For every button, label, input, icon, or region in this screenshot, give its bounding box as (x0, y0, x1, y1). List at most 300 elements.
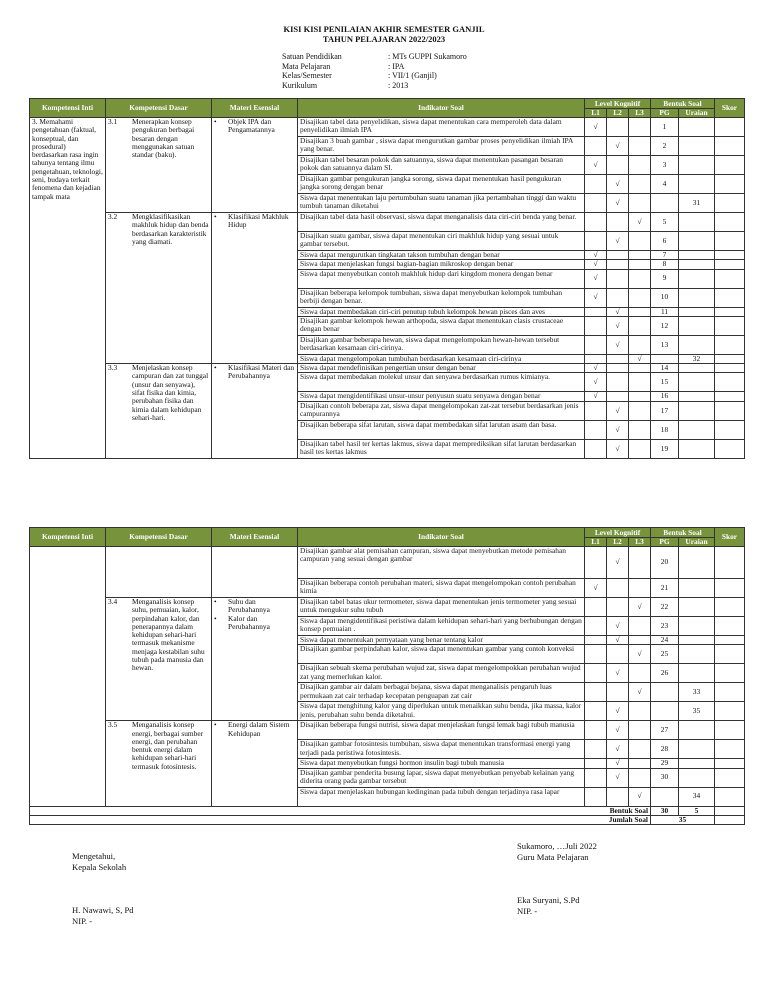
table-row (30, 213, 745, 232)
pg-number-cell: 25 (651, 645, 679, 664)
header-level: Level Kognitif (585, 528, 651, 538)
level-l2-cell (607, 118, 629, 137)
indikator-cell: Siswa dapat mengelompokan tumbuhan berdasarkan kesamaan ciri-cirinya (298, 354, 585, 363)
header-indikator: Indikator Soal (298, 99, 585, 118)
bullet-icon: • (214, 597, 217, 606)
skor-cell (715, 420, 745, 439)
level-l2-cell: √ (607, 547, 629, 579)
level-l3-cell (629, 118, 651, 137)
level-l2-cell (607, 156, 629, 175)
level-l3-cell (629, 636, 651, 645)
kd-number: 3.2 (108, 212, 118, 221)
identity-value: : IPA (388, 61, 405, 71)
indikator-cell: Disajikan tabel data penyelidikan, siswa dapat menentukan cara memperoleh data dalam penyelidikan ilmiah IPA (298, 118, 585, 137)
indikator-cell: Siswa dapat menghitung kalor yang diperlukan untuk menaikkan suhu benda, jika massa, kalor jenis, perubahan suhu benda diketahui. (298, 702, 585, 721)
level-l2-cell: √ (607, 664, 629, 683)
skor-cell (715, 683, 745, 702)
level-l2-cell (607, 213, 629, 232)
materi-cell (212, 364, 298, 459)
bullet-icon: • (214, 363, 217, 373)
materi-cell (212, 213, 298, 364)
indikator-cell: Disajikan gambar alat pemisahan campuran, siswa dapat menyebutkan metode pemisahan campuran yang sesuai dengan gambar (298, 547, 585, 579)
uraian-number-cell (679, 118, 715, 137)
identity-row (282, 62, 467, 72)
bullet-icon: • (214, 117, 217, 126)
kd-cell (106, 364, 212, 459)
identity-key: Kelas/Semester (282, 71, 332, 81)
jumlah-total: 35 (651, 815, 715, 824)
pg-number-cell (651, 683, 679, 702)
skor-cell (715, 617, 745, 636)
kd-cell (106, 547, 212, 598)
materi-text: Klasifikasi Materi dan Perubahannya (228, 363, 295, 381)
level-l1-cell: √ (585, 251, 607, 260)
skor-cell (715, 664, 745, 683)
uraian-number-cell (679, 439, 715, 458)
indikator-cell: Disajikan gambar air dalam berbagai bejana, siswa dapat menganalisis pengaruh luas permukaan zat cair terhadap kecepatan penguapan zat cair (298, 683, 585, 702)
identity-row (282, 52, 467, 62)
level-l1-cell (585, 307, 607, 316)
kd-cell (106, 118, 212, 213)
skor-cell (715, 335, 745, 354)
kisi-table-page-2 (29, 527, 745, 825)
indikator-cell: Siswa dapat menjelaskan hubungan kedinginan pada tubuh dengan terjadinya rasa lapar (298, 787, 585, 806)
level-l3-cell (629, 194, 651, 213)
level-l3-cell (629, 373, 651, 392)
uraian-number-cell (679, 137, 715, 156)
level-l3-cell (629, 439, 651, 458)
level-l3-cell (629, 420, 651, 439)
kd-cell (106, 598, 212, 721)
materi-text: Suhu dan Perubahannya (228, 597, 270, 615)
materi-item (214, 364, 295, 381)
level-l3-cell (629, 392, 651, 401)
signature-right (517, 841, 597, 917)
level-l3-cell (629, 547, 651, 579)
skor-cell (715, 547, 745, 579)
indikator-cell: Disajikan 3 buah gambar , siswa dapat mengurutkan gambar proses penyelidikan ilmiah IPA yang benar. (298, 137, 585, 156)
indikator-cell: Disajikan beberapa contoh perubahan materi, siswa dapat mengelompokan contoh perubahan kimia (298, 579, 585, 598)
indikator-cell: Disajikan suatu gambar, siswa dapat menentukan ciri makhluk hidup yang sesuai untuk gambar tersebut. (298, 232, 585, 251)
identity-value: : VII/1 (Ganjil) (388, 71, 437, 81)
skor-cell (715, 768, 745, 787)
skor-cell (715, 137, 745, 156)
total-jumlah-row (30, 815, 745, 824)
kd-cell (106, 721, 212, 806)
indikator-cell: Siswa dapat menentukan laju pertumbuhan suatu tanaman jika pertambahan tinggi dan waktu tumbuh tanaman diketahui (298, 194, 585, 213)
kd-number: 3.5 (108, 720, 118, 730)
kd-cell (106, 213, 212, 364)
skor-cell (715, 392, 745, 401)
level-l2-cell (607, 645, 629, 664)
teacher-name: Eka Suryani, S.Pd (517, 895, 580, 905)
level-l3-cell (629, 401, 651, 420)
level-l1-cell (585, 194, 607, 213)
place-date: Sukamoro, …Juli 2022 (517, 841, 597, 851)
indikator-cell: Disajikan gambar penderita busung lapar, siswa dapat menyebutkan penyebab kelainan yang diderita orang pada gambar tersebut (298, 768, 585, 787)
pg-number-cell: 10 (651, 288, 679, 307)
ki-cell: 3. Memahami pengetahuan (faktual, konseptual, dan prosedural) berdasarkan rasa ingin tahunya tentang ilmu pengetahuan, teknologi, seni, budaya terkait fenomena dan kejadian tampak mata (30, 118, 106, 459)
indikator-cell: Disajikan contoh beberapa zat, siswa dapat mengelompokan zat-zat tersebut berdasarkan jenis campurannya (298, 401, 585, 420)
level-l1-cell (585, 636, 607, 645)
kd-number: 3.1 (108, 117, 118, 126)
header-bentuk: Bentuk Soal (651, 99, 715, 109)
level-l3-cell: √ (629, 683, 651, 702)
uraian-number-cell (679, 156, 715, 175)
materi-item (214, 598, 295, 615)
skor-cell (715, 288, 745, 307)
level-l1-cell (585, 439, 607, 458)
level-l2-cell: √ (607, 420, 629, 439)
header-level: Level Kognitif (585, 99, 651, 109)
kepala-sekolah-label: Kepala Sekolah (72, 862, 127, 872)
level-l3-cell (629, 617, 651, 636)
level-l2-cell: √ (607, 439, 629, 458)
uraian-number-cell (679, 373, 715, 392)
materi-item (214, 721, 295, 738)
kisi-table-page-1 (29, 98, 745, 459)
identity-key: Kurikulum (282, 80, 318, 90)
skor-cell (715, 316, 745, 335)
skor-cell (715, 364, 745, 373)
level-l1-cell (585, 768, 607, 787)
uraian-number-cell (679, 260, 715, 269)
identity-row (282, 81, 467, 91)
level-l3-cell (629, 364, 651, 373)
indikator-cell: Disajikan beberapa fungsi nutrisi, siswa dapat menjelaskan fungsi lemak bagi tubuh manusia (298, 721, 585, 740)
skor-cell (715, 740, 745, 759)
pg-number-cell: 15 (651, 373, 679, 392)
uraian-number-cell (679, 579, 715, 598)
skor-cell (715, 118, 745, 137)
uraian-number-cell (679, 288, 715, 307)
level-l1-cell (585, 175, 607, 194)
skor-cell (715, 269, 745, 288)
materi-item (214, 118, 295, 135)
skor-cell (715, 260, 745, 269)
indikator-cell: Siswa dapat mengidentifikasi peristiwa dalam kehidupan sehari-hari yang berhubungan dengan konsep pemuaian . (298, 617, 585, 636)
pg-number-cell (651, 194, 679, 213)
uraian-number-cell (679, 420, 715, 439)
kd-text: Mengklasifikasikan makhluk hidup dan benda berdasarkan karakteristik yang diamati. (132, 212, 209, 246)
indikator-cell: Disajikan gambar fotosintesis tumbuhan, siswa dapat menentukan transformasi energi yang terjadi pada peristiwa fotosintesis. (298, 740, 585, 759)
header-pg: PG (651, 538, 679, 547)
level-l1-cell: √ (585, 156, 607, 175)
level-l2-cell: √ (607, 721, 629, 740)
kd-number: 3.4 (108, 597, 118, 606)
header-l3: L3 (629, 109, 651, 118)
pg-number-cell: 16 (651, 392, 679, 401)
jumlah-soal-label: Jumlah Soal (30, 815, 651, 824)
pg-number-cell: 19 (651, 439, 679, 458)
level-l3-cell (629, 269, 651, 288)
kd-content (108, 364, 209, 422)
level-l1-cell: √ (585, 260, 607, 269)
uraian-number-cell: 34 (679, 787, 715, 806)
identity-value: : 2013 (388, 80, 409, 90)
pg-number-cell (651, 787, 679, 806)
indikator-cell: Siswa dapat menyebutkan contoh makhluk hidup dari kingdom monera dengan benar (298, 269, 585, 288)
header-skor: Skor (715, 528, 745, 547)
level-l3-cell (629, 288, 651, 307)
header-l2: L2 (607, 109, 629, 118)
uraian-number-cell (679, 335, 715, 354)
pg-number-cell: 29 (651, 759, 679, 768)
uraian-total: 5 (679, 806, 715, 815)
indikator-cell: Disajikan tabel besaran pokok dan satuannya, siswa dapat menentukan pasangan besaran pokok dan satuannya dalam SI. (298, 156, 585, 175)
header-materi: Materi Esensial (212, 99, 298, 118)
level-l2-cell: √ (607, 617, 629, 636)
headmaster-name: H. Nawawi, S, Pd (72, 905, 134, 915)
uraian-number-cell: 31 (679, 194, 715, 213)
pg-number-cell: 20 (651, 547, 679, 579)
level-l3-cell: √ (629, 787, 651, 806)
level-l3-cell: √ (629, 598, 651, 617)
pg-number-cell: 3 (651, 156, 679, 175)
level-l2-cell: √ (607, 740, 629, 759)
pg-number-cell: 23 (651, 617, 679, 636)
identity-row (282, 71, 467, 81)
identity-key: Satuan Pendidikan (282, 52, 342, 61)
skor-cell (715, 307, 745, 316)
level-l3-cell (629, 768, 651, 787)
level-l2-cell: √ (607, 401, 629, 420)
uraian-number-cell (679, 636, 715, 645)
indikator-cell: Disajikan tabel data hasil observasi, siswa dapat menganalisis data ciri-ciri benda yang benar. (298, 213, 585, 232)
level-l2-cell (607, 269, 629, 288)
kd-content (108, 213, 209, 246)
skor-cell (715, 787, 745, 806)
kd-number: 3.3 (108, 363, 118, 373)
pg-number-cell: 5 (651, 213, 679, 232)
level-l1-cell (585, 213, 607, 232)
level-l2-cell (607, 288, 629, 307)
skor-cell (715, 213, 745, 232)
level-l1-cell (585, 137, 607, 156)
ki-cell (30, 547, 106, 807)
level-l1-cell (585, 316, 607, 335)
skor-cell (715, 156, 745, 175)
level-l1-cell (585, 645, 607, 664)
header-indikator: Indikator Soal (298, 528, 585, 547)
skor-cell (715, 759, 745, 768)
pg-number-cell (651, 354, 679, 363)
level-l2-cell (607, 683, 629, 702)
pg-number-cell: 9 (651, 269, 679, 288)
level-l2-cell: √ (607, 307, 629, 316)
pg-number-cell: 17 (651, 401, 679, 420)
document-title: KISI KISI PENILAIAN AKHIR SEMESTER GANJIL (283, 24, 485, 34)
level-l3-cell (629, 721, 651, 740)
level-l3-cell (629, 232, 651, 251)
mengetahui-label: Mengetahui, (72, 851, 116, 861)
level-l2-cell (607, 373, 629, 392)
level-l3-cell: √ (629, 354, 651, 363)
level-l2-cell: √ (607, 137, 629, 156)
level-l1-cell: √ (585, 579, 607, 598)
uraian-number-cell: 32 (679, 354, 715, 363)
pg-number-cell: 1 (651, 118, 679, 137)
uraian-number-cell (679, 721, 715, 740)
table-row (30, 547, 745, 579)
level-l3-cell (629, 579, 651, 598)
materi-item (214, 615, 295, 632)
skor-cell (715, 806, 745, 815)
level-l3-cell (629, 307, 651, 316)
uraian-number-cell (679, 645, 715, 664)
pg-number-cell: 13 (651, 335, 679, 354)
uraian-number-cell (679, 251, 715, 260)
guru-label: Guru Mata Pelajaran (517, 852, 589, 862)
header-pg: PG (651, 109, 679, 118)
indikator-cell: Disajikan gambar pengukuran jangka sorong, siswa dapat menentukan hasil pengukuran jangka sorong dengan benar (298, 175, 585, 194)
indikator-cell: Disajikan sebuah skema perubahan wujud zat, siswa dapat mengelompokkan perubahan wujud zat yang memerlukan kalor. (298, 664, 585, 683)
uraian-number-cell (679, 364, 715, 373)
pg-number-cell: 8 (651, 260, 679, 269)
level-l2-cell: √ (607, 759, 629, 768)
header-ki: Kompetensi Inti (30, 99, 106, 118)
level-l1-cell: √ (585, 364, 607, 373)
level-l1-cell (585, 787, 607, 806)
uraian-number-cell (679, 768, 715, 787)
level-l1-cell (585, 664, 607, 683)
teacher-nip: NIP. - (517, 906, 538, 916)
uraian-number-cell (679, 401, 715, 420)
level-l1-cell (585, 547, 607, 579)
skor-cell (715, 645, 745, 664)
skor-cell (715, 636, 745, 645)
level-l3-cell (629, 702, 651, 721)
table-row (30, 721, 745, 740)
uraian-number-cell (679, 547, 715, 579)
materi-cell (212, 547, 298, 598)
skor-cell (715, 373, 745, 392)
level-l2-cell (607, 579, 629, 598)
pg-number-cell: 4 (651, 175, 679, 194)
level-l1-cell (585, 354, 607, 363)
indikator-cell: Disajikan tabel hasil ter kertas lakmus, siswa dapat memprediksikan sifat larutan berdasarkan hasil tes kertas lakmus (298, 439, 585, 458)
uraian-number-cell (679, 316, 715, 335)
kd-content (108, 721, 209, 771)
header-ki: Kompetensi Inti (30, 528, 106, 547)
level-l1-cell: √ (585, 392, 607, 401)
uraian-number-cell (679, 307, 715, 316)
bentuk-soal-label: Bentuk Soal (30, 806, 651, 815)
uraian-number-cell: 33 (679, 683, 715, 702)
pg-number-cell: 30 (651, 768, 679, 787)
level-l2-cell (607, 598, 629, 617)
header-l2: L2 (607, 538, 629, 547)
pg-number-cell: 24 (651, 636, 679, 645)
level-l1-cell (585, 335, 607, 354)
materi-text: Kalor dan Perubahannya (228, 613, 270, 631)
identity-block (282, 52, 467, 90)
skor-cell (715, 439, 745, 458)
pg-number-cell: 27 (651, 721, 679, 740)
uraian-number-cell (679, 617, 715, 636)
materi-cell (212, 118, 298, 213)
level-l1-cell (585, 598, 607, 617)
level-l1-cell (585, 683, 607, 702)
bullet-icon: • (214, 212, 217, 221)
indikator-cell: Siswa dapat menyebutkan fungsi hormon insulin bagi tubuh manusia (298, 759, 585, 768)
level-l2-cell: √ (607, 194, 629, 213)
pg-number-cell (651, 702, 679, 721)
identity-key: Mata Pelajaran (282, 61, 331, 71)
skor-cell (715, 579, 745, 598)
header-uraian: Uraian (679, 109, 715, 118)
level-l1-cell: √ (585, 269, 607, 288)
level-l3-cell (629, 740, 651, 759)
indikator-cell: Disajikan beberapa sifat larutan, siswa dapat membedakan sifat larutan asam dan basa. (298, 420, 585, 439)
pg-number-cell: 18 (651, 420, 679, 439)
bullet-icon: • (214, 613, 217, 623)
level-l3-cell: √ (629, 645, 651, 664)
level-l3-cell (629, 260, 651, 269)
materi-text: Objek IPA dan Pengamatannya (228, 117, 275, 135)
pg-number-cell: 11 (651, 307, 679, 316)
pg-number-cell: 7 (651, 251, 679, 260)
pg-number-cell: 6 (651, 232, 679, 251)
uraian-number-cell (679, 175, 715, 194)
header-bentuk: Bentuk Soal (651, 528, 715, 538)
skor-cell (715, 702, 745, 721)
kd-text: Menerapkan konsep pengukuran berbagai besaran dengan menggunakan satuan standar (baku). (132, 117, 195, 160)
level-l2-cell: √ (607, 232, 629, 251)
uraian-number-cell (679, 392, 715, 401)
skor-cell (715, 232, 745, 251)
level-l1-cell: √ (585, 288, 607, 307)
materi-text: Energi dalam Sistem Kehidupan (228, 720, 290, 738)
pg-number-cell: 12 (651, 316, 679, 335)
header-l1: L1 (585, 109, 607, 118)
skor-cell (715, 815, 745, 824)
indikator-cell: Disajikan gambar perpindahan kalor, siswa dapat menentukan gambar yang contoh konveksi (298, 645, 585, 664)
level-l1-cell (585, 721, 607, 740)
pg-number-cell: 22 (651, 598, 679, 617)
pg-number-cell: 2 (651, 137, 679, 156)
indikator-cell: Disajikan gambar beberapa hewan, siswa dapat mengelompokan hewan-hewan tersebut berdasarkan kesamaan ciri-cirinya. (298, 335, 585, 354)
level-l2-cell: √ (607, 636, 629, 645)
pg-number-cell: 21 (651, 579, 679, 598)
header-l1: L1 (585, 538, 607, 547)
level-l2-cell (607, 787, 629, 806)
uraian-number-cell (679, 232, 715, 251)
level-l1-cell (585, 740, 607, 759)
level-l3-cell (629, 156, 651, 175)
indikator-cell: Siswa dapat menentukan pernyataan yang benar tentang kalor (298, 636, 585, 645)
level-l2-cell (607, 392, 629, 401)
skor-cell (715, 721, 745, 740)
table-row (30, 118, 745, 137)
materi-text: Klasifikasi Makhluk Hidup (228, 212, 289, 230)
level-l3-cell (629, 316, 651, 335)
indikator-cell: Siswa dapat mengurutkan tingkatan takson tumbuhan dengan benar (298, 251, 585, 260)
uraian-number-cell: 35 (679, 702, 715, 721)
table-row (30, 598, 745, 617)
skor-cell (715, 598, 745, 617)
level-l3-cell (629, 251, 651, 260)
indikator-cell: Siswa dapat mengidentifikasi unsur-unsur penyusun suatu senyawa dengan benar (298, 392, 585, 401)
indikator-cell: Siswa dapat membedakan ciri-ciri penutup tubuh kelompok hewan pisces dan aves (298, 307, 585, 316)
level-l1-cell (585, 232, 607, 251)
materi-cell (212, 721, 298, 806)
uraian-number-cell (679, 759, 715, 768)
indikator-cell: Siswa dapat mendefinisikan pengertian unsur dengan benar (298, 364, 585, 373)
level-l2-cell: √ (607, 335, 629, 354)
uraian-number-cell (679, 664, 715, 683)
level-l1-cell (585, 401, 607, 420)
